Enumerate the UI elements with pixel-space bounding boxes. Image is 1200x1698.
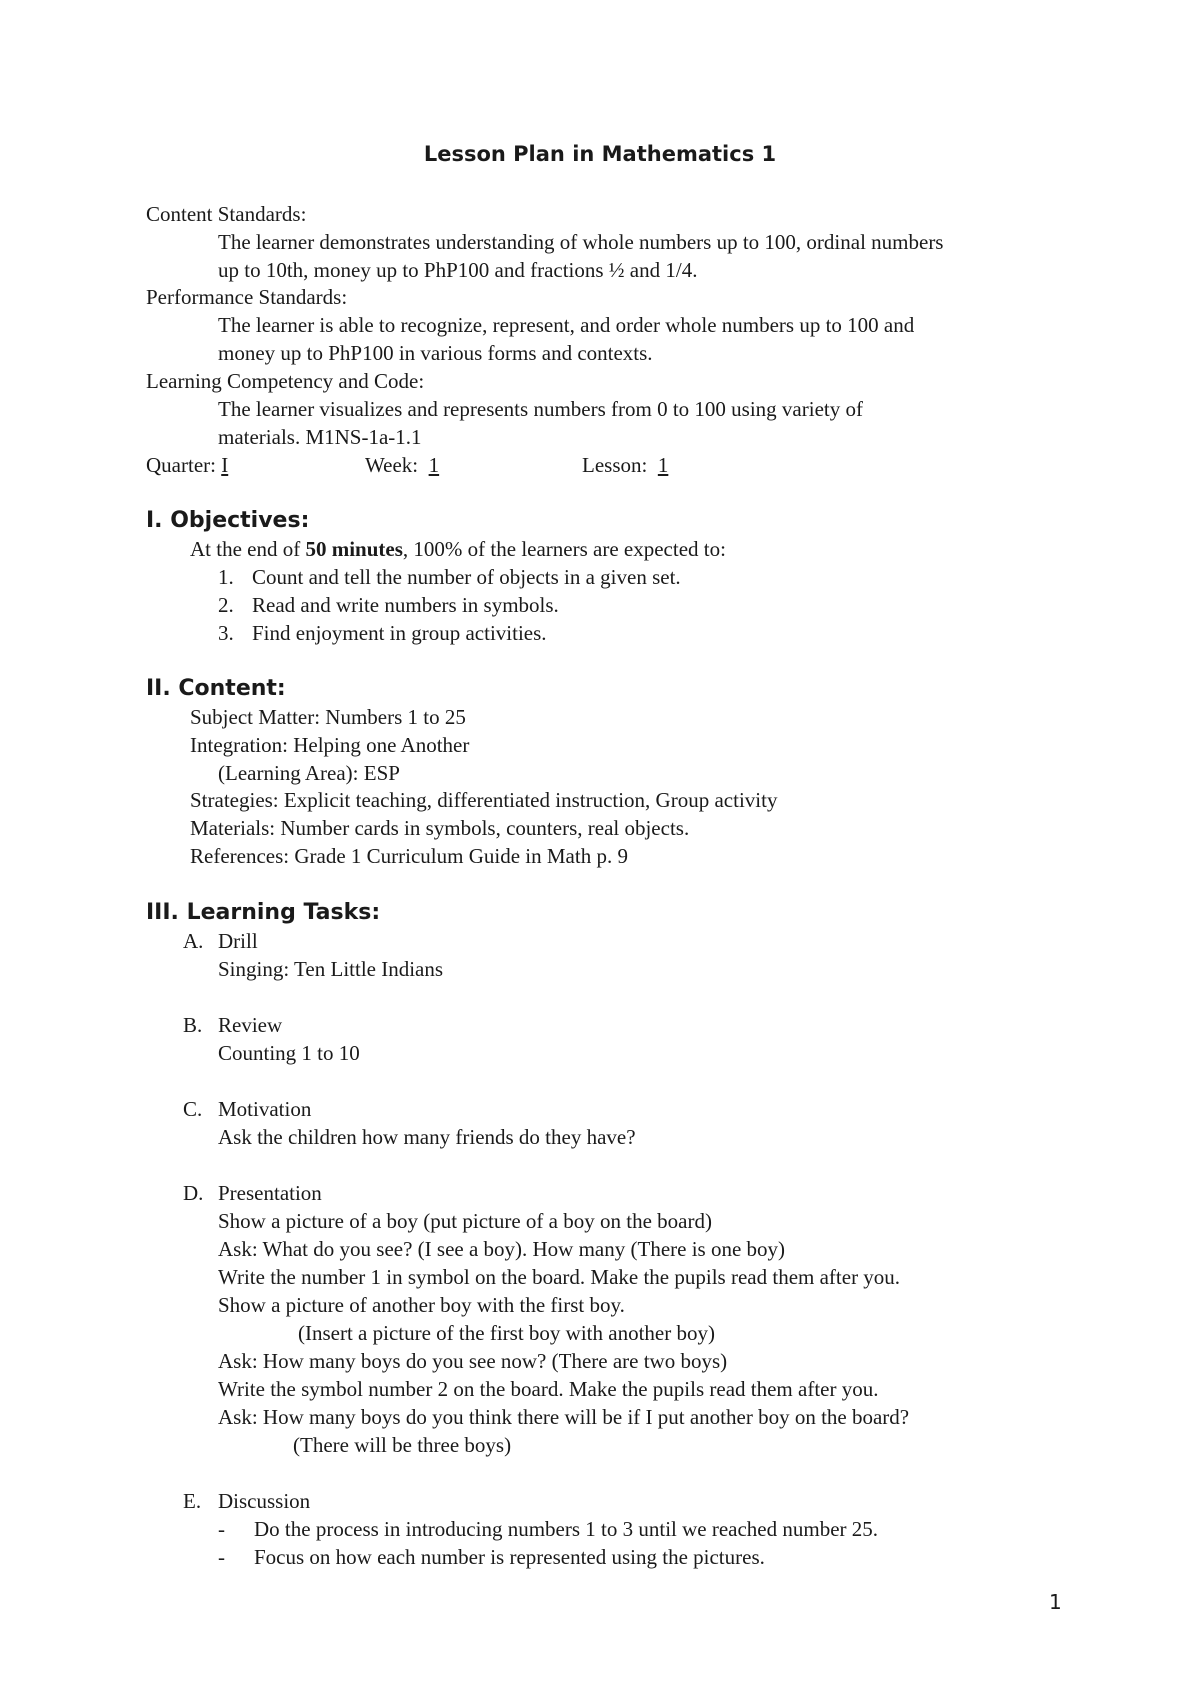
quarter-label: Quarter: (146, 453, 216, 477)
objective-number: 1. (218, 565, 234, 589)
page-title: Lesson Plan in Mathematics 1 (423, 142, 777, 166)
task-letter-c: C. (183, 1097, 203, 1121)
content-heading: II. Content: (146, 676, 286, 701)
objective-number: 3. (218, 621, 234, 645)
task-discussion-title: Discussion (218, 1489, 311, 1513)
performance-standards-line-1: The learner is able to recognize, represent, and order whole numbers up to 100 and (218, 313, 915, 337)
discussion-bullet (218, 1543, 765, 1571)
presentation-line: Write the number 1 in symbol on the board. Make the pupils read them after you. (218, 1265, 901, 1289)
presentation-line: Ask: How many boys do you think there will be if I put another boy on the board? (218, 1405, 910, 1429)
objective-item (218, 563, 681, 591)
learning-tasks-heading: III. Learning Tasks: (146, 900, 381, 925)
objectives-intro-before: At the end of (190, 537, 306, 561)
presentation-line: (Insert a picture of the first boy with another boy) (298, 1321, 715, 1345)
competency-label: Learning Competency and Code: (146, 369, 425, 393)
discussion-bullet-text: Focus on how each number is represented using the pictures. (254, 1545, 765, 1569)
lesson-label: Lesson: (582, 453, 648, 477)
objectives-intro-after: , 100% of the learners are expected to: (402, 537, 726, 561)
objective-text: Count and tell the number of objects in a given set. (252, 565, 681, 589)
content-standards-line-2: up to 10th, money up to PhP100 and fractions ½ and 1/4. (218, 258, 698, 282)
content-standards-label: Content Standards: (146, 202, 307, 226)
objective-text: Find enjoyment in group activities. (252, 621, 547, 645)
learning-area: (Learning Area): ESP (218, 761, 400, 785)
strategies: Strategies: Explicit teaching, differentiated instruction, Group activity (190, 788, 778, 812)
objective-item (218, 591, 559, 619)
objective-item (218, 619, 547, 647)
discussion-bullet-text: Do the process in introducing numbers 1 to 3 until we reached number 25. (254, 1517, 879, 1541)
lesson-value: 1 (657, 453, 669, 477)
lesson-field (582, 451, 668, 479)
content-standards-line-1: The learner demonstrates understanding of whole numbers up to 100, ordinal numbers (218, 230, 944, 254)
presentation-line: Ask: What do you see? (I see a boy). How many (There is one boy) (218, 1237, 786, 1261)
task-motivation-text: Ask the children how many friends do they have? (218, 1125, 636, 1149)
quarter-value: I (221, 453, 229, 477)
discussion-bullet (218, 1515, 878, 1543)
objective-text: Read and write numbers in symbols. (252, 593, 559, 617)
presentation-line: Ask: How many boys do you see now? (There are two boys) (218, 1349, 728, 1373)
performance-standards-line-2: money up to PhP100 in various forms and contexts. (218, 341, 653, 365)
presentation-line: Write the symbol number 2 on the board. Make the pupils read them after you. (218, 1377, 879, 1401)
presentation-line: Show a picture of another boy with the first boy. (218, 1293, 625, 1317)
dash-bullet-icon: - (218, 1545, 225, 1569)
task-drill-title: Drill (218, 929, 258, 953)
week-field (365, 451, 439, 479)
references: References: Grade 1 Curriculum Guide in Math p. 9 (190, 844, 628, 868)
page-number: 1 (1049, 1590, 1062, 1614)
task-letter-e: E. (183, 1489, 202, 1513)
objectives-duration: 50 minutes (305, 537, 403, 561)
integration: Integration: Helping one Another (190, 733, 470, 757)
task-drill-text: Singing: Ten Little Indians (218, 957, 444, 981)
objectives-heading: I. Objectives: (146, 508, 310, 533)
competency-line-2: materials. M1NS-1a-1.1 (218, 425, 422, 449)
subject-matter: Subject Matter: Numbers 1 to 25 (190, 705, 466, 729)
task-letter-b: B. (183, 1013, 203, 1037)
week-label: Week: (365, 453, 419, 477)
task-motivation-title: Motivation (218, 1097, 312, 1121)
presentation-line: Show a picture of a boy (put picture of a boy on the board) (218, 1209, 712, 1233)
presentation-line: (There will be three boys) (293, 1433, 512, 1457)
week-value: 1 (428, 453, 440, 477)
task-letter-a: A. (183, 929, 204, 953)
performance-standards-label: Performance Standards: (146, 285, 348, 309)
materials: Materials: Number cards in symbols, counters, real objects. (190, 816, 690, 840)
task-review-text: Counting 1 to 10 (218, 1041, 360, 1065)
competency-line-1: The learner visualizes and represents numbers from 0 to 100 using variety of (218, 397, 863, 421)
quarter-field (146, 451, 228, 479)
objectives-intro (190, 535, 726, 563)
dash-bullet-icon: - (218, 1517, 225, 1541)
task-review-title: Review (218, 1013, 283, 1037)
objective-number: 2. (218, 593, 234, 617)
task-letter-d: D. (183, 1181, 204, 1205)
task-presentation-title: Presentation (218, 1181, 322, 1205)
